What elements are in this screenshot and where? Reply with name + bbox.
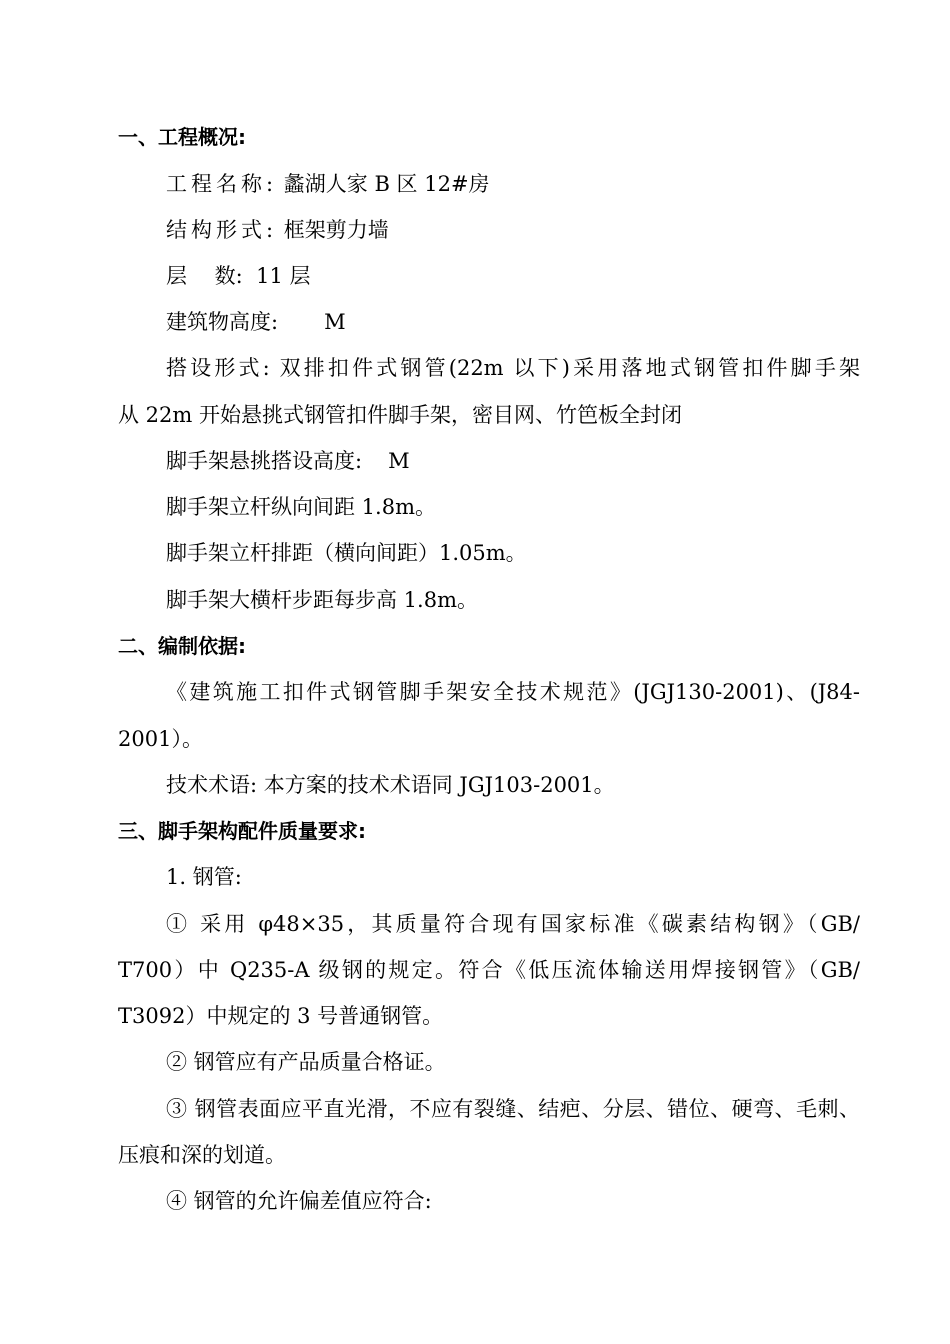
basis-line-1: 《建筑施工扣件式钢管脚手架安全技术规范》(JGJ130-2001)、(J84-: [166, 680, 860, 704]
para-3-line-1: ③ 钢管表面应平直光滑，不应有裂缝、结疤、分层、错位、硬弯、毛刺、: [166, 1097, 860, 1121]
para-1-line-2: T700）中 Q235-A 级钢的规定。符合《低压流体输送用焊接钢管》（GB/: [118, 958, 860, 982]
floors-label: 层 数:: [166, 264, 243, 288]
ledger-step-line: 脚手架大横杆步距每步高 1.8m。: [166, 588, 478, 612]
project-name-label: 工程名称:: [166, 172, 278, 196]
erect-form-line-1: 搭设形式: 双排扣件式钢管(22m 以下)采用落地式钢管扣件脚手架: [166, 356, 860, 380]
para-1-line-1: ① 采用 φ48×35，其质量符合现有国家标准《碳素结构钢》（GB/: [166, 912, 860, 936]
floors-line: [166, 261, 311, 291]
structure-value: 框架剪力墙: [283, 218, 389, 242]
para-3-line-2: 压痕和深的划道。: [118, 1143, 286, 1167]
pole-row-line: 脚手架立杆排距（横向间距）1.05m。: [166, 541, 527, 565]
item-1-steel-pipe: 1. 钢管:: [166, 865, 242, 889]
section-heading-1: 一、工程概况:: [118, 125, 246, 149]
structure-label: 结构形式:: [166, 218, 278, 242]
basis-line-2: 2001）。: [118, 727, 203, 751]
erect-form-line-2: 从 22m 开始悬挑式钢管扣件脚手架，密目网、竹笆板全封闭: [118, 403, 682, 427]
cantilever-label: 脚手架悬挑搭设高度:: [166, 449, 363, 473]
height-label: 建筑物高度:: [166, 310, 279, 334]
cantilever-value: M: [388, 449, 410, 473]
terms-line: 技术术语: 本方案的技术术语同 JGJ103-2001。: [166, 773, 615, 797]
height-line: [166, 307, 346, 337]
project-name-value: 蠡湖人家 B 区 12#房: [283, 172, 490, 196]
cantilever-line: [166, 446, 410, 476]
section-heading-3: 三、脚手架构配件质量要求:: [118, 819, 366, 843]
para-2: ② 钢管应有产品质量合格证。: [166, 1050, 446, 1074]
para-1-line-3: T3092）中规定的 3 号普通钢管。: [118, 1004, 444, 1028]
section-heading-2: 二、编制依据:: [118, 634, 246, 658]
project-name-line: [166, 169, 490, 199]
height-value: M: [324, 310, 346, 334]
floors-value: 11 层: [256, 264, 311, 288]
para-4: ④ 钢管的允许偏差值应符合:: [166, 1189, 432, 1213]
structure-line: [166, 215, 389, 245]
pole-longitudinal-line: 脚手架立杆纵向间距 1.8m。: [166, 495, 436, 519]
